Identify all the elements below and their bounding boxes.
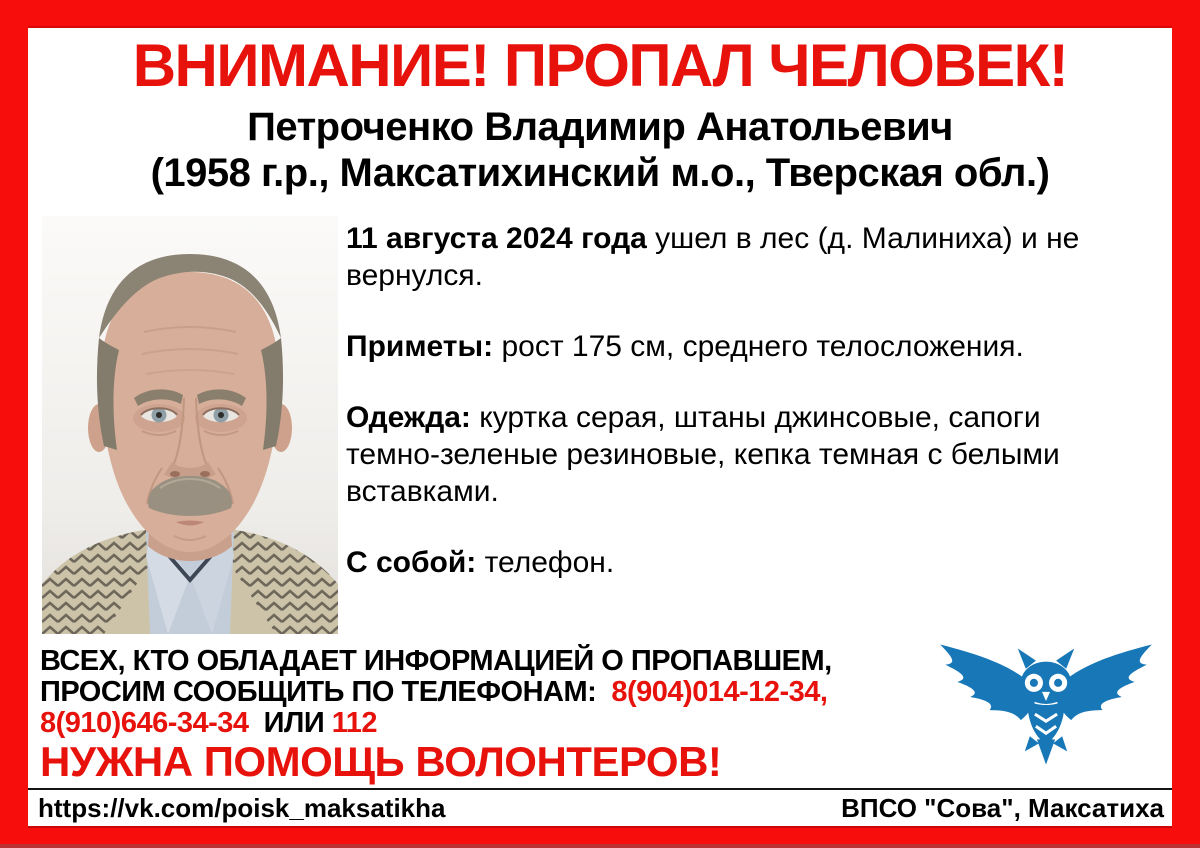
description-block — [346, 220, 1106, 615]
person-birth-and-region: (1958 г.р., Максатихинский м.о., Тверская обл.) — [150, 151, 1050, 195]
appeal-line3 — [40, 708, 832, 739]
volunteers-needed-line: НУЖНА ПОМОЩЬ ВОЛОНТЕРОВ! — [40, 738, 722, 785]
detail-clothing — [346, 399, 1106, 510]
vk-group-url: https://vk.com/poisk_maksatikha — [38, 792, 446, 823]
detail-lead-clothing: Одежда: — [346, 401, 471, 434]
search-org-name: ВПСО "Сова", Максатиха — [841, 792, 1164, 823]
appeal-line2 — [40, 677, 832, 708]
missing-person-name — [28, 104, 1172, 196]
or-word: ИЛИ — [248, 707, 332, 739]
appeal-line1-text: ВСЕХ, КТО ОБЛАДАЕТ ИНФОРМАЦИЕЙ О ПРОПАВШЕМ, — [40, 645, 832, 677]
detail-text-belongings: телефон. — [476, 546, 615, 579]
phone-number-2: 8(910)646-34-34 — [40, 707, 249, 739]
detail-circumstances — [346, 220, 1106, 294]
poster-content-panel — [28, 28, 1172, 826]
bottom-edge-strip — [0, 844, 1200, 848]
detail-text-appearance: рост 175 см, среднего телосложения. — [493, 330, 1024, 363]
phone-number-1: 8(904)014-12-34, — [611, 676, 828, 708]
person-full-name: Петроченко Владимир Анатольевич — [247, 105, 953, 149]
detail-lead-appearance: Приметы: — [346, 330, 494, 363]
detail-text-clothing: куртка серая, штаны джинсовые, сапоги темно-зеленые резиновые, кепка темная с белыми вставками. — [346, 401, 1069, 508]
footer-bar — [28, 788, 1172, 826]
detail-appearance — [346, 328, 1106, 365]
detail-belongings — [346, 544, 1106, 581]
appeal-line1 — [40, 646, 832, 677]
appeal-block — [40, 646, 832, 739]
poster-headline: ВНИМАНИЕ! ПРОПАЛ ЧЕЛОВЕК! — [132, 32, 1068, 99]
appeal-line2-label: ПРОСИМ СООБЩИТЬ ПО ТЕЛЕФОНАМ: — [40, 676, 612, 708]
detail-lead-belongings: С собой: — [346, 546, 477, 579]
owl-logo — [930, 631, 1162, 771]
detail-text-circumstances: ушел в лес (д. Малиниха) и не вернулся. — [346, 222, 1088, 292]
detail-lead-date: 11 августа 2024 года — [346, 222, 647, 255]
missing-person-photo — [42, 216, 338, 634]
phone-number-emergency: 112 — [331, 707, 378, 739]
